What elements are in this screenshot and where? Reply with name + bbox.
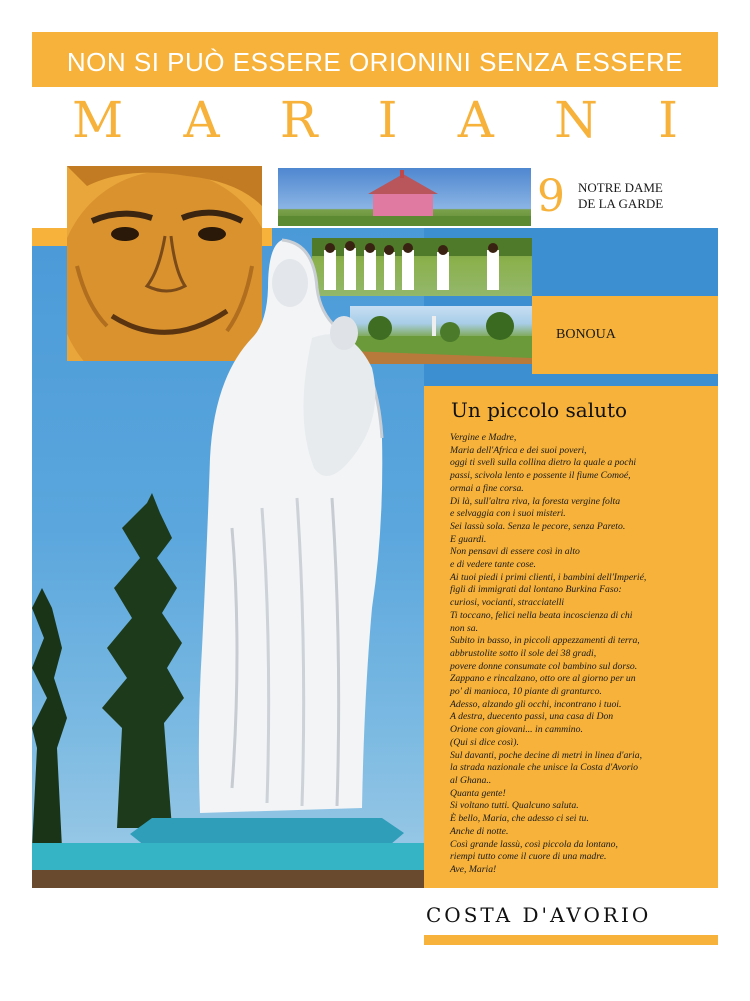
big-word [32,90,718,150]
church-illustration [278,168,531,226]
poem-line: Quanta gente! [450,787,506,799]
big-word-letter: M [72,91,124,149]
big-word-letter: I [377,91,398,149]
big-word-letter: I [658,91,678,149]
poem-line: Ave, Maria! [450,863,497,875]
poem-line: oggi ti svelì sulla collina dietro la quale a pochi [450,457,637,469]
poem-body [450,432,712,877]
poem-line: A destra, duecento passi, una casa di Don [450,711,614,723]
poem-line: ormai a fine corsa. [450,482,524,494]
poem-line: figli di immigrati dal lontano Burkina Faso: [450,584,622,596]
big-word-letter: R [279,91,318,149]
poem-title: Un piccolo saluto [451,398,628,422]
poem-line: E guardi. [450,533,487,545]
location-title: NOTRE DAME DE LA GARDE [578,180,664,211]
poem-line: passi, scivola lento e possente il fiume Comoé, [450,470,631,482]
poem-line: e di vedere tante cose. [450,559,536,571]
poem-line: Così grande lassù, così piccola da lontano, [450,838,618,850]
poem-line: po' di manioca, 10 piante di granturco. [450,686,602,698]
poem-line: e selvaggia con i suoi misteri. [450,508,566,520]
poem-line: non sa. [450,622,478,634]
poem-line: Zappano e rincalzano, otto ore al giorno per un [450,673,636,685]
footer-bar [424,935,718,945]
poem-line: (Qui si dice così). [450,736,519,748]
poem-line: Di là, sull'altra riva, la foresta vergine folta [450,495,621,507]
statue-illustration [32,228,424,888]
poem-line: Adesso, alzando gli occhi, incontrano i tuoi. [450,698,622,710]
big-word-letter: A [183,91,220,149]
poem-line: Non pensavi di essere così in alto [450,546,580,558]
bonoua-label: BONOUA [556,327,616,342]
poem-line: al Ghana.. [450,774,492,786]
poem-line: Si voltano tutti. Qualcuno saluta. [450,800,579,812]
poem-line: riempi tutto come il cuore di una madre. [450,851,607,863]
poem-line: abbrustolite sotto il sole dei 38 gradi, [450,647,597,659]
poem-line: povere donne consumate col bambino sul dorso. [450,660,638,672]
poem-line: Sei lassù sola. Senza le pecore, senza Pareto. [450,520,626,532]
headline: NON SI PUÒ ESSERE ORIONINI SENZA ESSERE [66,47,684,77]
poem-line: Ti toccano, felici nella beata incoscienza di chi [450,609,633,621]
country-title: COSTA D'AVORIO [426,903,652,927]
poem-line: la strada nazionale che unisce la Costa d'Avorio [450,762,639,774]
church-photo [278,168,531,226]
poem-line: È bello, Maria, che adesso ci sei tu. [450,813,589,825]
poem-line: Vergine e Madre, [450,432,517,443]
big-word-letter: N [554,91,598,149]
poem-line: Ai tuoi piedi i primi clienti, i bambini dell'Imperié, [450,571,647,583]
poem-line: Subito in basso, in piccoli appezzamenti di terra, [450,635,640,647]
big-word-letter: A [457,91,494,149]
poem-line: Sul davanti, poche decine di metri in linea d'aria, [450,749,643,761]
poem-line: curiosi, vocianti, stracciatelli [450,597,565,609]
poem-line: Anche di notte. [450,825,509,837]
page-number: 9 [537,171,565,222]
poem-line: Orione con giovani... in cammino. [450,724,583,736]
poem-line: Maria dell'Africa e dei suoi poveri, [450,444,587,456]
